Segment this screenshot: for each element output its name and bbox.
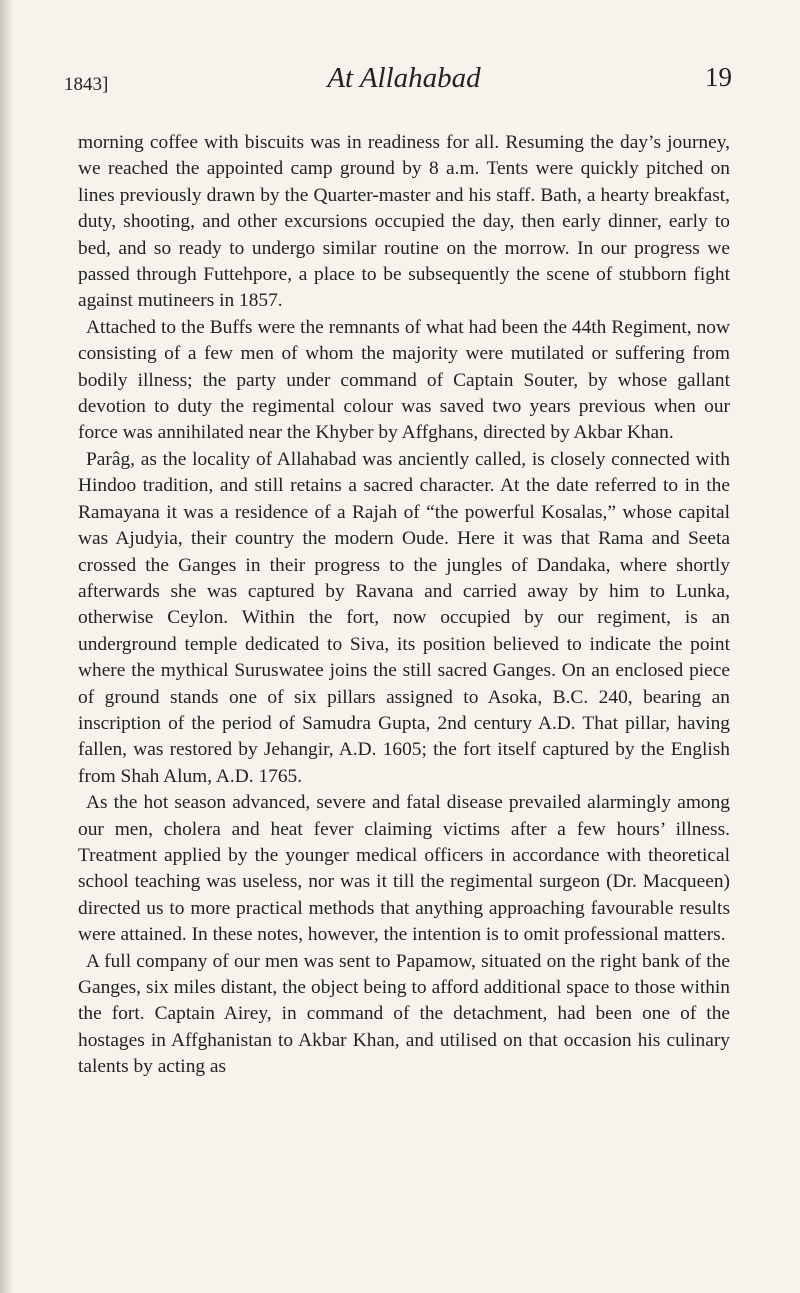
page-number: 19	[705, 62, 732, 92]
book-page	[64, 58, 732, 1081]
paragraph-2: Attached to the Buffs were the remnants of what had been the 44th Regiment, now consisting of a few men of whom the majority were mutilated or suffering from bodily illness; the party under command of Captain Souter, by whose gallant devotion to duty the regimental colour was saved two years previous when our force was annihilated near the Khyber by Affghans, directed by Akbar Khan.	[78, 316, 730, 444]
running-head-title: At Allahabad	[327, 62, 481, 94]
body-text	[78, 130, 730, 1081]
running-header	[64, 58, 732, 102]
paragraph-5: A full company of our men was sent to Papamow, situated on the right bank of the Ganges, six miles distant, the object being to afford additional space to those within the fort. Captain Airey, in command of the detachment, had been one of the hostages in Affghanistan to Akbar Khan, and utilised on that occasion his culinary talents by acting as	[78, 950, 730, 1078]
binding-gutter	[0, 0, 14, 1293]
paragraph-4: As the hot season advanced, severe and fatal disease prevailed alarmingly among our men, cholera and heat fever claiming victims after a few hours’ illness. Treatment applied by the younger medical officers in accordance with theoretical school teaching was useless, nor was it till the regimental surgeon (Dr. Macqueen) directed us to more practical methods that anything approaching favourable results were attained. In these notes, however, the intention is to omit professional matters.	[78, 792, 730, 946]
paragraph-1: morning coffee with biscuits was in readiness for all. Resuming the day’s journey, we reached the appointed camp ground by 8 a.m. Tents were quickly pitched on lines previously drawn by the Quarter-master and his staff. Bath, a hearty breakfast, duty, shooting, and other excursions occupied the day, then early dinner, early to bed, and so ready to undergo similar routine on the morrow. In our progress we passed through Futtehpore, a place to be subsequently the scene of stubborn fight against mutineers in 1857.	[78, 132, 730, 312]
paragraph-3: Parâg, as the locality of Allahabad was anciently called, is closely connected with Hindoo tradition, and still retains a sacred character. At the date referred to in the Ramayana it was a residence of a Rajah of “the powerful Kosalas,” whose capital was Ajudyia, their country the modern Oude. Here it was that Rama and Seeta crossed the Ganges in their progress to the jungles of Dandaka, where shortly afterwards she was captured by Ravana and carried away by him to Lunka, otherwise Ceylon. Within the fort, now occupied by our regiment, is an underground temple dedicated to Siva, its position believed to indicate the point where the mythical Suruswatee joins the still sacred Ganges. On an enclosed piece of ground stands one of six pillars assigned to Asoka, B.C. 240, bearing an inscription of the period of Samudra Gupta, 2nd century A.D. That pillar, having fallen, was restored by Jehangir, A.D. 1605; the fort itself captured by the English from Shah Alum, A.D. 1765.	[78, 448, 730, 787]
running-head-year: 1843]	[64, 74, 109, 95]
